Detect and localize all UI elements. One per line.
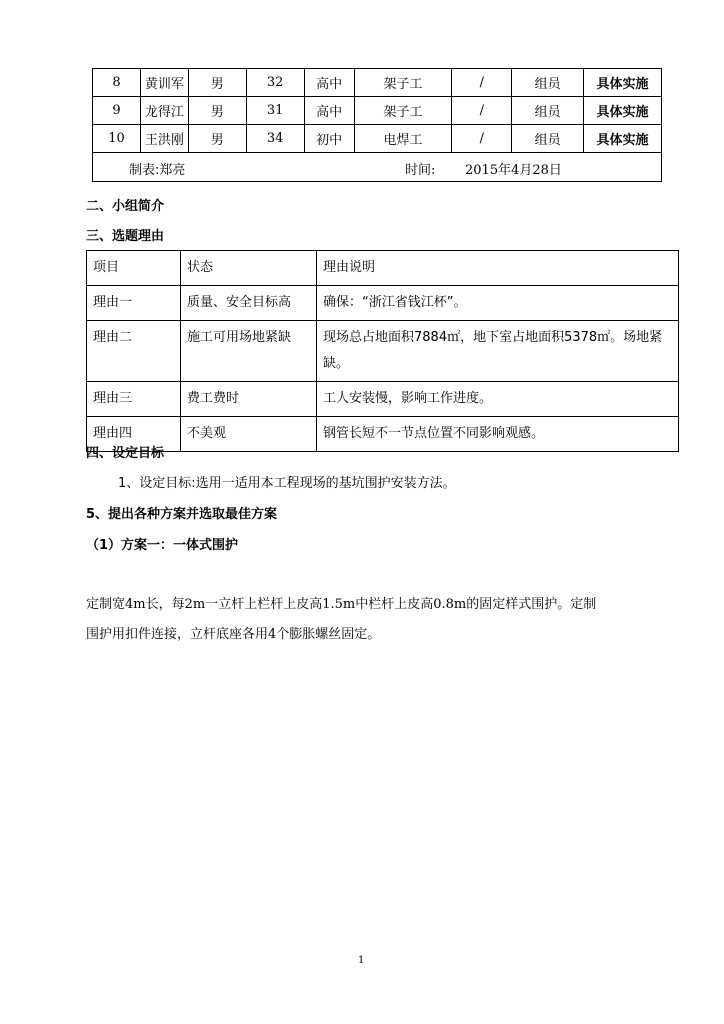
member-duty-cell: 具体实施 bbox=[584, 69, 662, 97]
page-number: 1 bbox=[358, 955, 365, 966]
member-row bbox=[93, 69, 662, 97]
section-4-text: 1、设定目标:选用一适用本工程现场的基坑围护安装方法。 bbox=[118, 476, 456, 491]
member-no-cell: 8 bbox=[93, 69, 141, 97]
plan-text bbox=[86, 590, 686, 650]
reasons-header-cell: 项目 bbox=[87, 251, 181, 286]
reason-item-cell: 理由二 bbox=[87, 321, 181, 382]
member-trade-cell: 架子工 bbox=[354, 97, 452, 125]
reason-row bbox=[87, 286, 679, 321]
members-table bbox=[92, 68, 662, 182]
time-value: 2015年4月28日 bbox=[465, 163, 562, 178]
member-row bbox=[93, 97, 662, 125]
member-edu-cell: 高中 bbox=[304, 69, 354, 97]
member-title-cell: / bbox=[452, 125, 512, 153]
member-edu-cell: 高中 bbox=[304, 97, 354, 125]
member-name-cell: 黄训军 bbox=[140, 69, 188, 97]
member-title-cell: / bbox=[452, 69, 512, 97]
reasons-table bbox=[86, 250, 679, 452]
reason-row bbox=[87, 382, 679, 417]
reasons-header-cell: 状态 bbox=[181, 251, 317, 286]
member-role-cell: 组员 bbox=[512, 69, 584, 97]
reasons-header-row bbox=[87, 251, 679, 286]
member-age-cell: 34 bbox=[246, 125, 304, 153]
reason-row bbox=[87, 417, 679, 452]
member-title-cell: / bbox=[452, 97, 512, 125]
member-role-cell: 组员 bbox=[512, 125, 584, 153]
reason-item-cell: 理由三 bbox=[87, 382, 181, 417]
member-age-cell: 32 bbox=[246, 69, 304, 97]
reason-desc-cell: 钢管长短不一节点位置不同影响观感。 bbox=[317, 417, 679, 452]
plan-text-line-1: 定制宽4m长，每2m一立杆上栏杆上皮高1.5m中栏杆上皮高0.8m的固定样式围护。定制 bbox=[86, 597, 597, 612]
reason-state-cell: 质量、安全目标高 bbox=[181, 286, 317, 321]
plan-text-line-2: 围护用扣件连接，立杆底座各用4个膨胀螺丝固定。 bbox=[86, 627, 381, 642]
member-trade-cell: 架子工 bbox=[354, 69, 452, 97]
member-no-cell: 10 bbox=[93, 125, 141, 153]
members-table-footer bbox=[93, 153, 662, 182]
member-name-cell: 王洪刚 bbox=[140, 125, 188, 153]
reason-desc-cell: 现场总占地面积7884㎡，地下室占地面积5378㎡。场地紧缺。 bbox=[317, 321, 679, 382]
reason-item-cell: 理由一 bbox=[87, 286, 181, 321]
member-row bbox=[93, 125, 662, 153]
member-gender-cell: 男 bbox=[188, 125, 246, 153]
section-5-heading: 5、提出各种方案并选取最佳方案 bbox=[86, 507, 278, 522]
member-gender-cell: 男 bbox=[188, 69, 246, 97]
member-trade-cell: 电焊工 bbox=[354, 125, 452, 153]
member-role-cell: 组员 bbox=[512, 97, 584, 125]
section-5-1-heading: （1）方案一：一体式围护 bbox=[86, 538, 239, 553]
reason-desc-cell: 确保：“浙江省钱江杯”。 bbox=[317, 286, 679, 321]
reasons-header-cell: 理由说明 bbox=[317, 251, 679, 286]
member-gender-cell: 男 bbox=[188, 97, 246, 125]
reason-item-cell: 理由四 bbox=[87, 417, 181, 452]
member-duty-cell: 具体实施 bbox=[584, 125, 662, 153]
section-3-heading: 三、选题理由 bbox=[86, 229, 165, 244]
section-2-heading: 二、小组简介 bbox=[86, 199, 165, 214]
member-edu-cell: 初中 bbox=[304, 125, 354, 153]
member-duty-cell: 具体实施 bbox=[584, 97, 662, 125]
member-age-cell: 31 bbox=[246, 97, 304, 125]
maker-label: 制表:郑亮 bbox=[129, 163, 186, 178]
section-4-heading: 四、设定目标 bbox=[86, 446, 165, 461]
reason-state-cell: 不美观 bbox=[181, 417, 317, 452]
reason-state-cell: 费工费时 bbox=[181, 382, 317, 417]
reason-desc-cell: 工人安装慢，影响工作进度。 bbox=[317, 382, 679, 417]
time-label: 时间: bbox=[405, 163, 436, 178]
member-no-cell: 9 bbox=[93, 97, 141, 125]
reason-state-cell: 施工可用场地紧缺 bbox=[181, 321, 317, 382]
member-name-cell: 龙得江 bbox=[140, 97, 188, 125]
reason-row bbox=[87, 321, 679, 382]
